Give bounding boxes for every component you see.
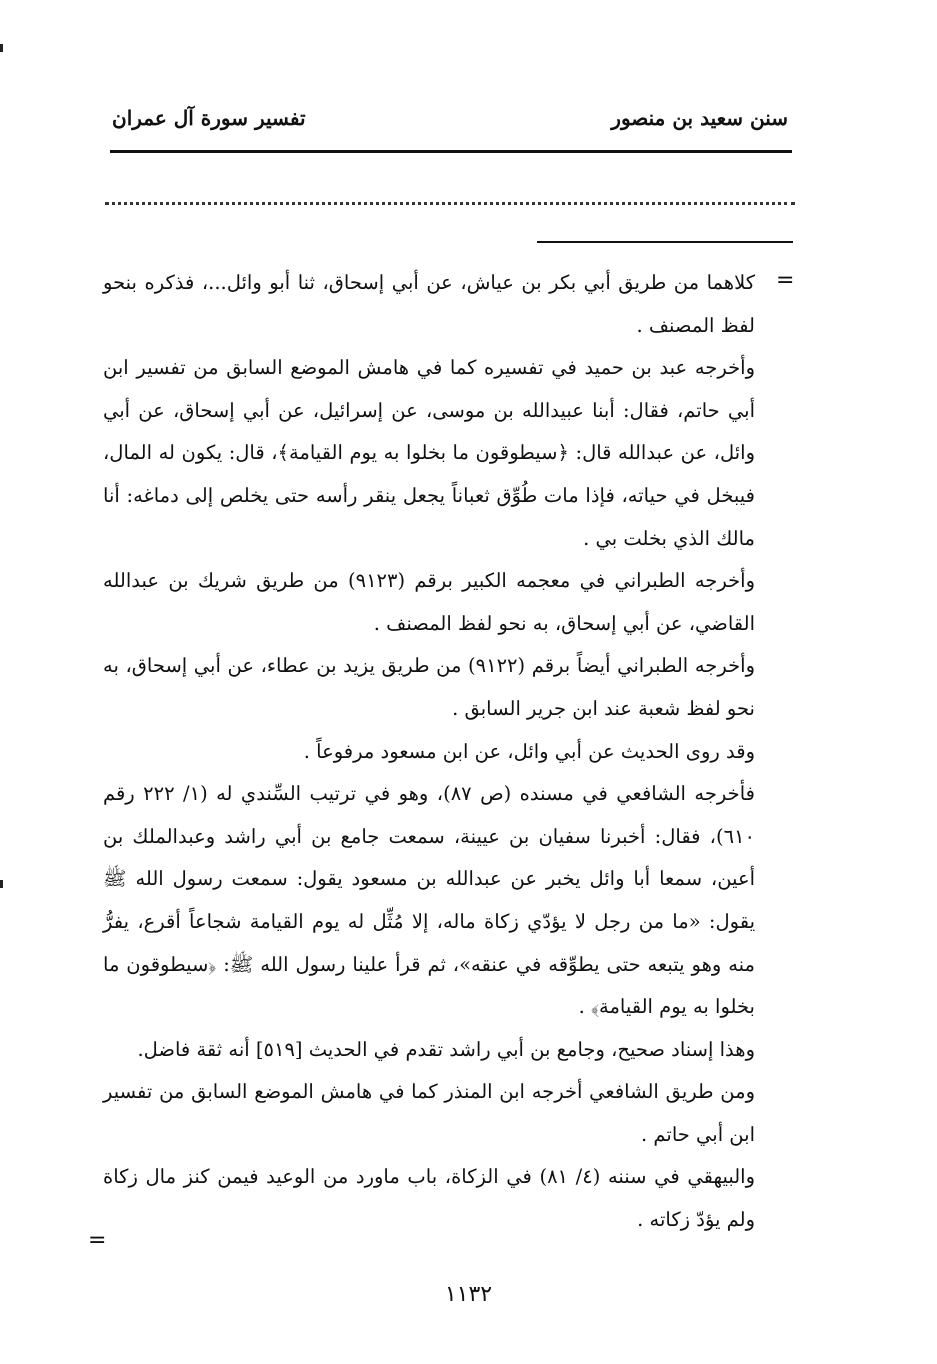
footnote-separator	[537, 241, 793, 243]
paragraph: فأخرجه الشافعي في مسنده (ص ٨٧)، وهو في ترتيب السِّندي له (١/ ٢٢٢ رقم ٦١٠)، فقال: أخبرنا سفيان بن عيينة، سمعت جامع بن أبي راشد وعبدالملك بن أعين، سمعا أبا وائل يخبر عن عبدالله بن مسعود يقول: سمعت رسول الله ﷺ يقول: «ما من رجل لا يؤدّي زكاة ماله، إلا مُثِّل له يوم القيامة شجاعاً أقرع، يفرُّ منه وهو يتبعه حتى يطوِّقه في عنقه»، ثم قرأ علينا رسول الله ﷺ: ﴿سيطوقون ما بخلوا به يوم القيامة﴾ .	[103, 782, 755, 1019]
page-edge-mark	[0, 44, 3, 52]
page-number: ١١٣٢	[444, 1282, 493, 1307]
section-title: تفسير سورة آل عمران	[112, 106, 306, 130]
page-edge-mark	[0, 880, 3, 888]
paragraph: وأخرجه الطبراني في معجمه الكبير برقم (٩١٢٣) من طريق شريك بن عبدالله القاضي، عن أبي إسحاق، به نحو لفظ المصنف .	[103, 569, 755, 635]
paragraph: والبيهقي في سننه (٤/ ٨١) في الزكاة، باب ماورد من الوعيد فيمن كنز مال زكاة ولم يؤدّ زكاته .	[103, 1165, 755, 1232]
running-header	[108, 100, 792, 140]
dotted-separator	[105, 202, 795, 205]
continuation-mark-top: =	[776, 268, 795, 293]
book-title: سنن سعيد بن منصور	[611, 106, 788, 130]
paragraph: ومن طريق الشافعي أخرجه ابن المنذر كما في هامش الموضع السابق من تفسير ابن أبي حاتم .	[103, 1080, 755, 1146]
footnote-text	[103, 262, 755, 1242]
header-rule	[110, 150, 792, 153]
continuation-mark-bottom: =	[88, 1228, 107, 1253]
paragraph: كلاهما من طريق أبي بكر بن عياش، عن أبي إسحاق، ثنا أبو وائل...، فذكره بنحو لفظ المصنف .	[103, 271, 755, 337]
paragraph: وأخرجه الطبراني أيضاً برقم (٩١٢٢) من طريق يزيد بن عطاء، عن أبي إسحاق، به نحو لفظ شعبة عند ابن جرير السابق .	[103, 654, 755, 720]
paragraph: وهذا إسناد صحيح، وجامع بن أبي راشد تقدم في الحديث [٥١٩] أنه ثقة فاضل.	[137, 1037, 755, 1061]
paragraph: وأخرجه عبد بن حميد في تفسيره كما في هامش الموضع السابق من تفسير ابن أبي حاتم، فقال: أبنا عبيدالله بن موسى، عن إسرائيل، عن أبي إسحاق، عن أبي وائل، عن عبدالله قال: ﴿سيطوقون ما بخلوا به يوم القيامة﴾، قال: يكون له المال، فيبخل في حياته، فإذا مات طُوِّق ثعباناً يجعل ينقر رأسه حتى يخلص إلى دماغه: أنا مالك الذي بخلت بي .	[103, 356, 755, 550]
paragraph: وقد روى الحديث عن أبي وائل، عن ابن مسعود مرفوعاً .	[303, 739, 755, 763]
